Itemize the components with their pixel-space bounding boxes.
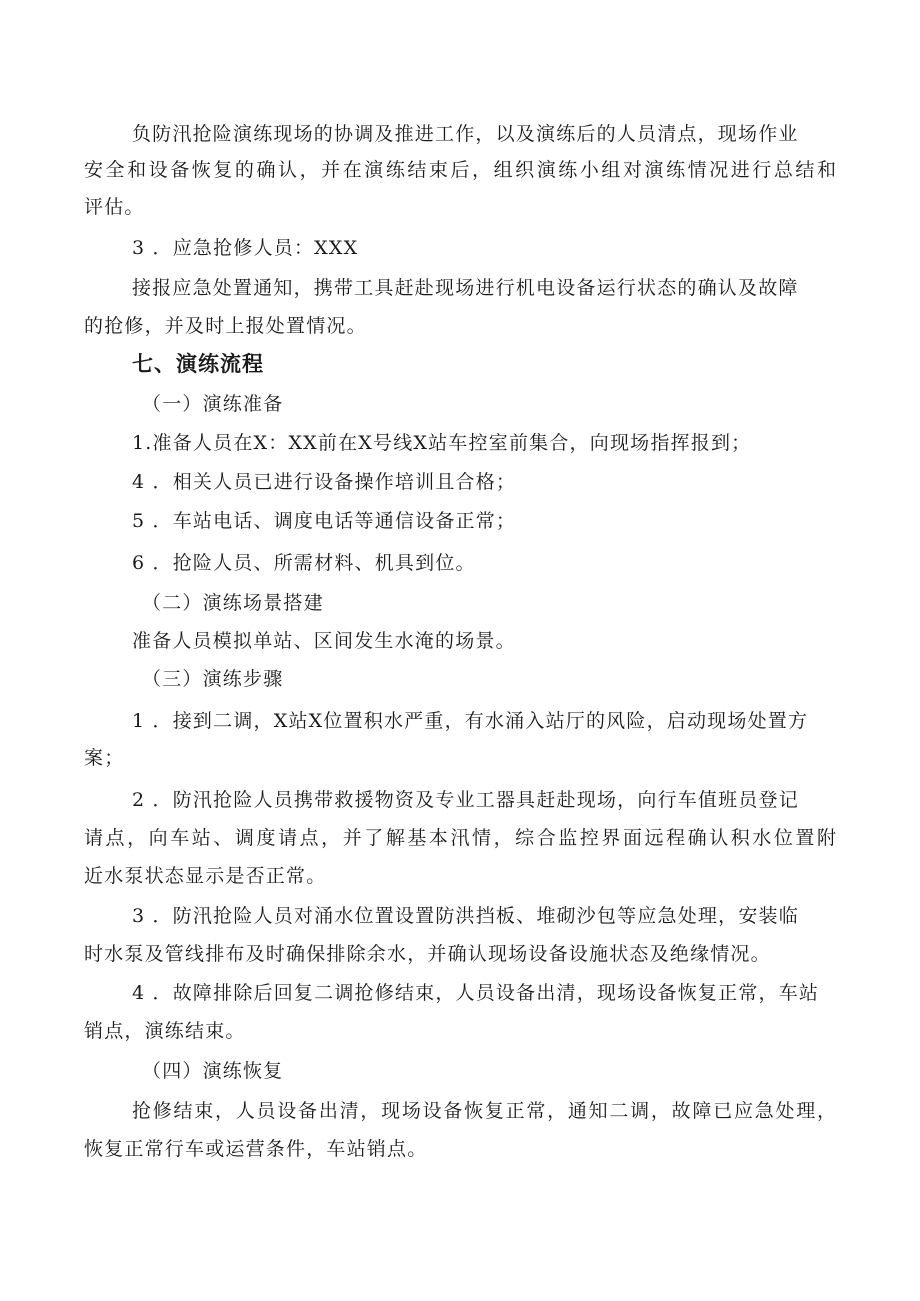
item-title: 3 ．应急抢修人员：XXX <box>132 237 359 259</box>
list-item: 4 ．相关人员已进行设备操作培训且合格； <box>132 471 517 493</box>
subsection-heading: （二）演练场景搭建 <box>142 592 324 614</box>
paragraph-line: 的抢修，并及时上报处置情况。 <box>84 315 367 337</box>
paragraph-line: 准备人员模拟单站、区间发生水淹的场景。 <box>132 630 516 652</box>
list-item: 4 ．故障排除后回复二调抢修结束，人员设备出清，现场设备恢复正常，车站 <box>132 982 820 1004</box>
paragraph-line: 销点，演练结束。 <box>84 1020 246 1042</box>
subsection-heading: （三）演练步骤 <box>142 668 284 690</box>
subsection-heading: （四）演练恢复 <box>142 1060 284 1082</box>
list-item: 5 ．车站电话、调度电话等通信设备正常； <box>132 510 517 532</box>
paragraph-line: 案； <box>84 747 125 769</box>
list-item: 3 ．防汛抢险人员对涌水位置设置防洪挡板、堆砌沙包等应急处理，安装临 <box>132 905 799 927</box>
paragraph-line: 近水泵状态显示是否正常。 <box>84 865 327 887</box>
paragraph-line: 请点，向车站、调度请点，并了解基本汛情，综合监控界面远程确认积水位置附 <box>84 827 836 849</box>
paragraph-line: 抢修结束，人员设备出清，现场设备恢复正常，通知二调，故障已应急处理， <box>132 1100 836 1122</box>
subsection-heading: （一）演练准备 <box>142 393 284 415</box>
list-item: 1 ．接到二调，X站X位置积水严重，有水涌入站厅的风险，启动现场处置方 <box>132 710 809 732</box>
paragraph-line: 负防汛抢险演练现场的协调及推进工作，以及演练后的人员清点，现场作业 <box>132 123 799 145</box>
list-item: 6 ．抢险人员、所需材料、机具到位。 <box>132 552 476 574</box>
paragraph-line: 接报应急处置通知，携带工具赶赴现场进行机电设备运行状态的确认及故障 <box>132 277 799 299</box>
paragraph-line: 恢复正常行车或运营条件，车站销点。 <box>84 1138 428 1160</box>
paragraph-line: 评估。 <box>84 196 145 218</box>
list-item: 2 ．防汛抢险人员携带救援物资及专业工器具赶赴现场，向行车值班员登记 <box>132 789 799 811</box>
paragraph-line: 时水泵及管线排布及时确保排除余水，并确认现场设备设施状态及绝缘情况。 <box>84 943 771 965</box>
list-item: 1.准备人员在X：XX前在X号线X站车控室前集合，向现场指挥报到； <box>132 432 752 454</box>
paragraph-line: 安全和设备恢复的确认，并在演练结束后，组织演练小组对演练情况进行总结和 <box>84 159 836 181</box>
section-heading: 七、演练流程 <box>132 352 264 376</box>
